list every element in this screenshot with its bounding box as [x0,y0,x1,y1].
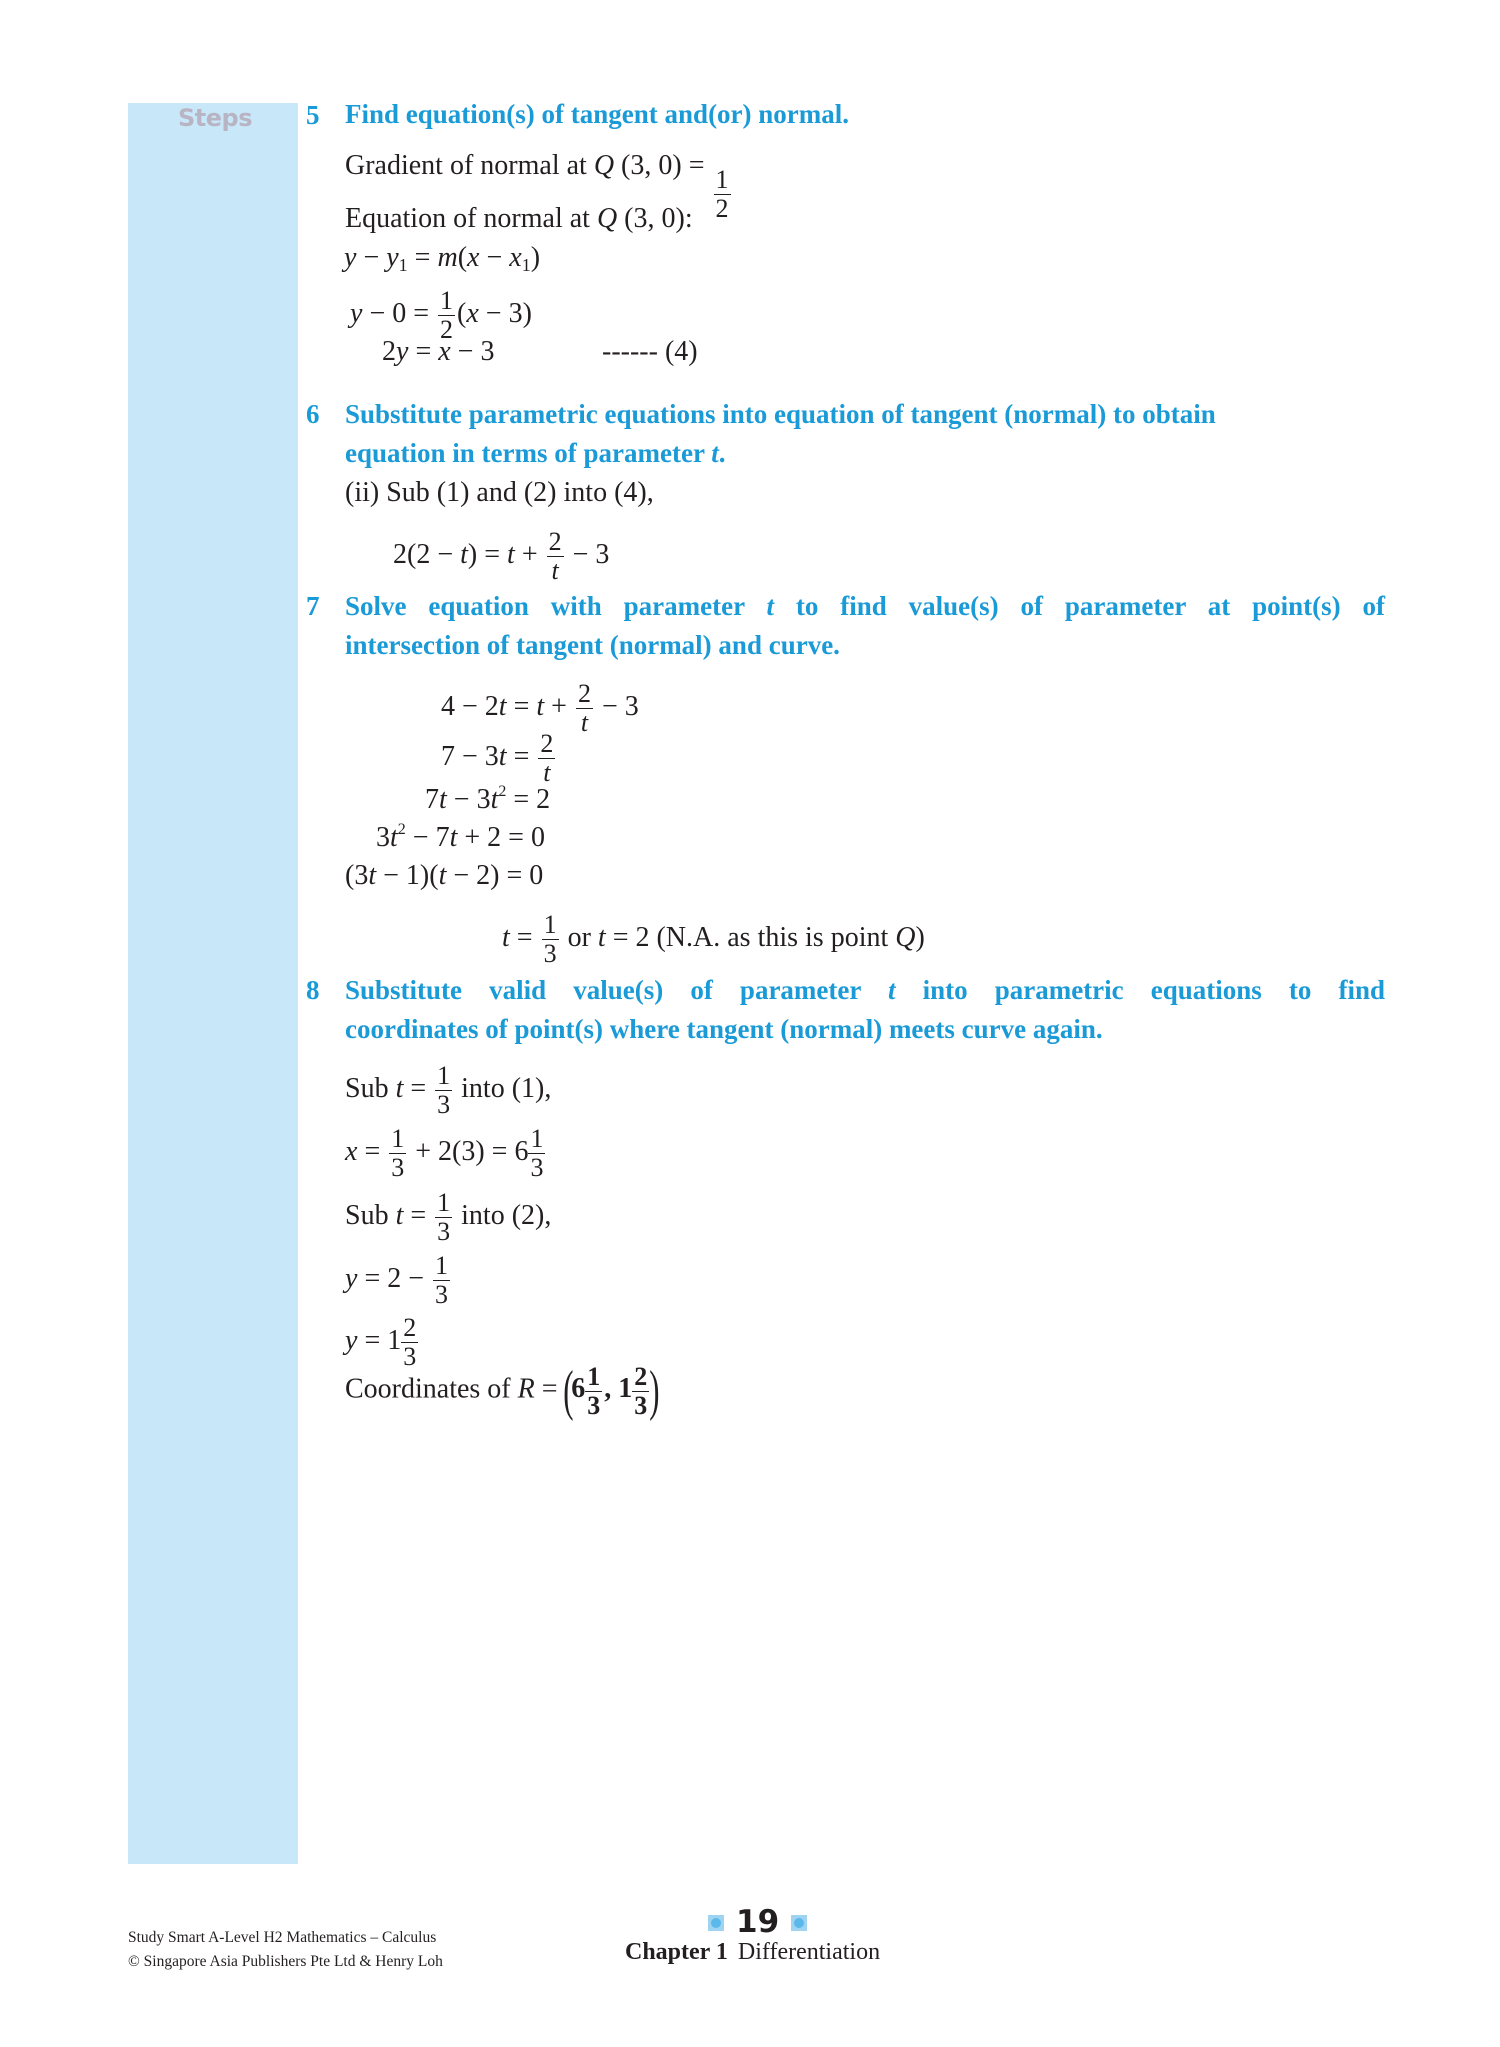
point-r: R [517,1373,535,1405]
fraction-one-third [435,1063,452,1118]
x-fraction [585,1361,602,1420]
separator: , [604,1373,619,1405]
denominator: 3 [391,1153,405,1182]
fraction-half [714,167,731,222]
equals: = [534,1373,565,1405]
substituted-parametric-equation: 2(2 − t) = t + $\frac{2}{t}$ − 3 [393,527,610,585]
fraction-one-third [435,1190,452,1245]
chapter-number: Chapter 1 [625,1939,728,1965]
step-5-heading-line: Find equation(s) of tangent and(or) normal. [345,99,850,129]
x-whole: 6 [571,1373,586,1405]
step-8-heading [345,971,1385,1049]
equation-label-text: Equation of normal at [345,203,597,234]
normal-equation-result: 2y = x − 3 [382,336,495,367]
step-7-solution: t = $\frac{1}{3}$ or t = 2 (N.A. as this is point Q) [502,910,925,968]
fraction-one-third [389,1126,406,1181]
numerator: 1 [440,286,454,315]
fraction-one-third [433,1253,450,1308]
step-7-equation-2: 7 − 3t = $\frac{2}{t}$ [441,729,554,787]
y-result: y = 1 $\frac{2}{3}$ [345,1313,417,1371]
y-calculation: y = 2 − $\frac{1}{3}$ [345,1251,449,1309]
coordinates-of-r [345,1360,660,1422]
denominator: t [543,758,551,787]
fraction-one-third [528,1126,545,1181]
step-8-heading-line-1: Substitute valid value(s) of parameter t into parametric equations to find [345,975,1385,1005]
substituted-normal-equation: y − 0 = $\frac{1}{2}$ (x − 3) [350,286,532,344]
denominator: 3 [435,1280,449,1309]
denominator: t [551,556,559,585]
page-number-block [708,1904,807,1940]
denominator: 3 [403,1342,417,1371]
chapter-title: Differentiation [737,1939,881,1965]
denominator: 3 [634,1390,648,1420]
equation-ref-4: ------ (4) [602,336,698,367]
point-q: Q [593,150,615,181]
step-6-heading-line-2: equation in terms of parameter t. [345,438,726,468]
numerator: 1 [435,1251,449,1280]
fraction-2-over-t [538,731,555,786]
fraction-two-thirds [401,1315,418,1370]
step-5-number: 5 [306,100,320,130]
step-7-equation-5: (3t − 1)(t − 2) = 0 [345,860,544,891]
denominator: 3 [437,1090,451,1119]
point-q: Q [596,203,618,234]
denominator: 3 [587,1390,601,1420]
numerator: 2 [634,1361,648,1391]
coordinates-value [571,1361,651,1420]
steps-sidebar [128,103,298,1864]
y-whole: 1 [618,1373,633,1405]
numerator: 1 [391,1124,405,1153]
step-8-number: 8 [306,975,320,1005]
numerator: 1 [437,1188,451,1217]
page-number: 19 [736,1904,780,1940]
numerator: 1 [715,165,729,194]
gradient-coords: (3, 0) = [614,150,712,181]
book-title: Study Smart A-Level H2 Mathematics – Calculus [128,1929,437,1946]
denominator: t [580,708,589,737]
step-7-number: 7 [306,591,320,621]
step-7-heading-line-1: Solve equation with parameter t to find value(s) of parameter at point(s) of [345,591,1385,621]
step-7-heading-line-2: intersection of tangent (normal) and curve. [345,630,840,660]
copyright: © Singapore Asia Publishers Pte Ltd & Henry Loh [128,1953,443,1970]
denominator: 2 [440,315,454,344]
sub-t-into-1: Sub t = $\frac{1}{3}$ into (1), [345,1061,552,1119]
step-6-heading-line-1: Substitute parametric equations into equation of tangent (normal) to obtain [345,399,1216,429]
sub-into-4-line: (ii) Sub (1) and (2) into (4), [345,477,654,508]
right-parenthesis: ) [649,1360,660,1422]
x-calculation: x = $\frac{1}{3}$ + 2(3) = 6 $\frac{1}{3}$ [345,1124,544,1182]
fraction-one-third [542,912,559,967]
footer-book-info [128,1926,443,1974]
y-fraction [632,1361,649,1420]
numerator: 2 [548,527,562,556]
numerator: 2 [403,1313,417,1342]
numerator: 1 [530,1124,544,1153]
numerator: 1 [543,910,557,939]
chapter-label [625,1939,880,1966]
equation-of-normal-label [345,205,693,233]
step-8-heading-line-2: coordinates of point(s) where tangent (normal) meets curve again. [345,1014,1103,1044]
numerator: 1 [437,1061,451,1090]
left-parenthesis: ( [562,1360,574,1422]
step-6-number: 6 [306,399,320,429]
page-marker-right-icon [791,1915,807,1931]
fraction-2-over-t [576,681,593,736]
denominator: 3 [543,939,557,968]
coordinates-label: Coordinates of [345,1373,518,1405]
denominator: 2 [715,194,729,223]
gradient-text: Gradient of normal at [345,150,594,181]
page-marker-left-icon [708,1915,724,1931]
numerator: 2 [577,679,591,708]
sub-t-into-2: Sub t = $\frac{1}{3}$ into (2), [345,1188,552,1246]
sub2-rhs: into (2), [454,1199,552,1231]
numerator: 1 [587,1361,601,1391]
point-slope-formula: $y - y_1 = m(x - x_1)$ [344,242,541,275]
fraction-half [438,288,455,343]
steps-label: Steps [178,104,252,132]
step-5-heading [345,95,1385,134]
step-7-equation-3: $7t - 3t^2 = 2$ [425,783,551,815]
denominator: 3 [530,1153,544,1182]
equation-label-coords: (3, 0): [617,203,693,234]
fraction-2-over-t [547,529,564,584]
numerator: 2 [540,729,554,758]
step-7-heading [345,587,1385,665]
denominator: 3 [437,1217,451,1246]
step-7-equation-4: $3t^2 - 7t + 2 = 0$ [376,821,545,853]
step-6-heading [345,395,1325,473]
sub1-rhs: into (1), [454,1072,552,1104]
step-7-equation-1: 4 − 2t = t + $\frac{2}{t}$ − 3 [441,679,639,737]
